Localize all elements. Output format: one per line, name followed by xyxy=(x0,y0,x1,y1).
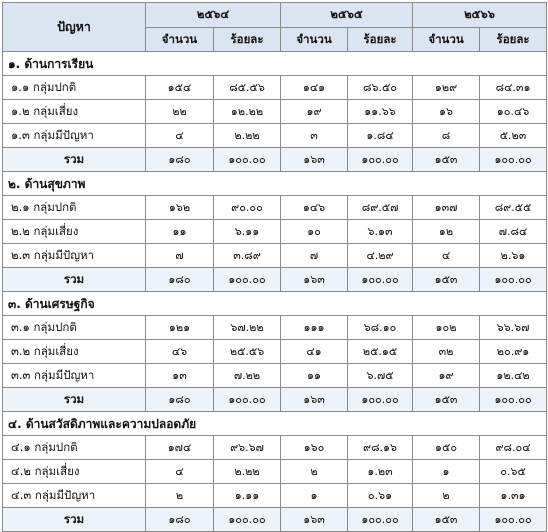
section-row xyxy=(3,292,547,316)
percent-cell: ๖.๑๑ xyxy=(214,220,281,244)
count-cell: ๑๓ xyxy=(146,364,214,388)
count-cell: ๔ xyxy=(146,124,214,148)
count-cell: ๗ xyxy=(281,244,348,268)
table-row xyxy=(3,124,547,148)
year-header: ๒๕๖๔ xyxy=(146,3,281,28)
percent-cell: ๙๘.๐๔ xyxy=(480,436,547,460)
count-cell: ๑๔๖ xyxy=(281,196,348,220)
count-cell: ๑๓๗ xyxy=(413,196,480,220)
table-row xyxy=(3,436,547,460)
percent-cell: ๖.๗๕ xyxy=(348,364,413,388)
row-label: ๓.๒ กลุ่มเสี่ยง xyxy=(3,340,146,364)
percent-cell: ๑๐๐.๐๐ xyxy=(480,268,547,292)
count-cell: ๔๖ xyxy=(146,340,214,364)
count-cell: ๑๖๓ xyxy=(281,388,348,412)
count-cell: ๑๖ xyxy=(413,100,480,124)
count-cell: ๑๕๔ xyxy=(146,76,214,100)
count-cell: ๔ xyxy=(146,460,214,484)
percent-cell: ๘๙.๕๕ xyxy=(480,196,547,220)
row-label: ๒.๑ กลุ่มปกติ xyxy=(3,196,146,220)
row-label: ๒.๓ กลุ่มมีปัญหา xyxy=(3,244,146,268)
section-title: ๔. ด้านสวัสดิภาพและความปลอดภัย xyxy=(3,412,547,436)
percent-cell: ๑.๑๑ xyxy=(214,484,281,508)
percent-cell: ๑๐๐.๐๐ xyxy=(214,508,281,532)
count-cell: ๑๖๓ xyxy=(281,508,348,532)
count-cell: ๓๒ xyxy=(413,340,480,364)
percent-cell: ๑๐๐.๐๐ xyxy=(348,148,413,172)
count-cell: ๑๕๐ xyxy=(413,436,480,460)
percent-cell: ๑๐๐.๐๐ xyxy=(214,388,281,412)
percent-cell: ๑.๓๑ xyxy=(480,484,547,508)
table-row xyxy=(3,316,547,340)
percent-cell: ๑๐๐.๐๐ xyxy=(348,508,413,532)
row-label: ๔.๒ กลุ่มเสี่ยง xyxy=(3,460,146,484)
count-cell: ๑ xyxy=(413,460,480,484)
percent-cell: ๕.๒๓ xyxy=(480,124,547,148)
row-label: ๓.๑ กลุ่มปกติ xyxy=(3,316,146,340)
percent-cell: ๓.๘๙ xyxy=(214,244,281,268)
count-cell: ๑๘๐ xyxy=(146,508,214,532)
row-label: ๑.๓ กลุ่มมีปัญหา xyxy=(3,124,146,148)
count-cell: ๑๖๓ xyxy=(281,148,348,172)
count-cell: ๑๘๐ xyxy=(146,388,214,412)
percent-cell: ๑๐๐.๐๐ xyxy=(214,268,281,292)
count-cell: ๑๕๓ xyxy=(413,388,480,412)
count-cell: ๑๐ xyxy=(281,220,348,244)
count-cell: ๑๗๔ xyxy=(146,436,214,460)
count-cell: ๒ xyxy=(413,484,480,508)
percent-cell: ๑๑.๖๖ xyxy=(348,100,413,124)
section-row xyxy=(3,172,547,196)
percent-cell: ๙๘.๑๖ xyxy=(348,436,413,460)
count-cell: ๒ xyxy=(146,484,214,508)
total-row xyxy=(3,388,547,412)
percent-cell: ๖.๑๓ xyxy=(348,220,413,244)
percent-cell: ๙๖.๖๗ xyxy=(214,436,281,460)
table-row xyxy=(3,220,547,244)
percent-header: ร้อยละ xyxy=(348,28,413,52)
row-label: ๓.๓ กลุ่มมีปัญหา xyxy=(3,364,146,388)
count-cell: ๑๖๒ xyxy=(146,196,214,220)
table-row xyxy=(3,364,547,388)
total-label: รวม xyxy=(3,388,146,412)
table-row xyxy=(3,484,547,508)
row-label: ๒.๒ กลุ่มเสี่ยง xyxy=(3,220,146,244)
count-cell: ๔๑ xyxy=(281,340,348,364)
percent-cell: ๒.๒๒ xyxy=(214,460,281,484)
problem-summary-table xyxy=(2,2,547,532)
percent-cell: ๐.๖๑ xyxy=(348,484,413,508)
table-body xyxy=(3,52,547,532)
count-header: จำนวน xyxy=(146,28,214,52)
percent-cell: ๗.๘๔ xyxy=(480,220,547,244)
percent-cell: ๔.๒๙ xyxy=(348,244,413,268)
count-cell: ๑๔๑ xyxy=(281,76,348,100)
percent-cell: ๒.๒๒ xyxy=(214,124,281,148)
percent-cell: ๖๘.๑๐ xyxy=(348,316,413,340)
count-cell: ๑๒๑ xyxy=(146,316,214,340)
percent-header: ร้อยละ xyxy=(480,28,547,52)
count-cell: ๒๒ xyxy=(146,100,214,124)
count-header: จำนวน xyxy=(413,28,480,52)
percent-cell: ๑๐๐.๐๐ xyxy=(348,388,413,412)
percent-cell: ๑๐.๔๖ xyxy=(480,100,547,124)
count-cell: ๓ xyxy=(281,124,348,148)
count-cell: ๑๑ xyxy=(281,364,348,388)
count-cell: ๑ xyxy=(281,484,348,508)
percent-cell: ๑๒.๒๒ xyxy=(214,100,281,124)
count-cell: ๑๑๑ xyxy=(281,316,348,340)
topic-header: ปัญหา xyxy=(3,3,146,52)
percent-cell: ๑.๘๔ xyxy=(348,124,413,148)
table-row xyxy=(3,196,547,220)
percent-cell: ๑๐๐.๐๐ xyxy=(480,388,547,412)
year-header: ๒๕๖๕ xyxy=(281,3,413,28)
count-header: จำนวน xyxy=(281,28,348,52)
table-row xyxy=(3,76,547,100)
count-cell: ๑๙ xyxy=(281,100,348,124)
count-cell: ๑๐๒ xyxy=(413,316,480,340)
percent-cell: ๐.๖๕ xyxy=(480,460,547,484)
percent-cell: ๘๖.๕๐ xyxy=(348,76,413,100)
row-label: ๑.๒ กลุ่มเสี่ยง xyxy=(3,100,146,124)
table-header xyxy=(3,3,547,52)
percent-cell: ๒๕.๑๕ xyxy=(348,340,413,364)
section-row xyxy=(3,52,547,76)
count-cell: ๑๖๓ xyxy=(281,268,348,292)
total-label: รวม xyxy=(3,268,146,292)
section-title: ๑. ด้านการเรียน xyxy=(3,52,547,76)
percent-cell: ๑๐๐.๐๐ xyxy=(480,148,547,172)
count-cell: ๔ xyxy=(413,244,480,268)
section-title: ๓. ด้านเศรษฐกิจ xyxy=(3,292,547,316)
percent-cell: ๒๕.๕๖ xyxy=(214,340,281,364)
count-cell: ๑๙ xyxy=(413,364,480,388)
percent-cell: ๑๒.๔๒ xyxy=(480,364,547,388)
count-cell: ๑๒๙ xyxy=(413,76,480,100)
year-header: ๒๕๖๖ xyxy=(413,3,547,28)
row-label: ๔.๓ กลุ่มมีปัญหา xyxy=(3,484,146,508)
percent-cell: ๖๗.๒๒ xyxy=(214,316,281,340)
total-row xyxy=(3,148,547,172)
percent-cell: ๑.๒๓ xyxy=(348,460,413,484)
count-cell: ๑๑ xyxy=(146,220,214,244)
total-row xyxy=(3,268,547,292)
percent-cell: ๘๕.๕๖ xyxy=(214,76,281,100)
percent-cell: ๑๐๐.๐๐ xyxy=(480,508,547,532)
table-row xyxy=(3,244,547,268)
percent-header: ร้อยละ xyxy=(214,28,281,52)
count-cell: ๑๖๐ xyxy=(281,436,348,460)
percent-cell: ๑๐๐.๐๐ xyxy=(214,148,281,172)
total-label: รวม xyxy=(3,148,146,172)
percent-cell: ๘๙.๕๗ xyxy=(348,196,413,220)
row-label: ๑.๑ กลุ่มปกติ xyxy=(3,76,146,100)
section-row xyxy=(3,412,547,436)
count-cell: ๑๘๐ xyxy=(146,268,214,292)
count-cell: ๑๕๓ xyxy=(413,268,480,292)
count-cell: ๒ xyxy=(281,460,348,484)
total-row xyxy=(3,508,547,532)
section-title: ๒. ด้านสุขภาพ xyxy=(3,172,547,196)
percent-cell: ๑๐๐.๐๐ xyxy=(348,268,413,292)
count-cell: ๑๕๓ xyxy=(413,148,480,172)
table-row xyxy=(3,460,547,484)
count-cell: ๑๕๓ xyxy=(413,508,480,532)
count-cell: ๘ xyxy=(413,124,480,148)
table-row xyxy=(3,340,547,364)
percent-cell: ๒๐.๙๑ xyxy=(480,340,547,364)
table-row xyxy=(3,100,547,124)
count-cell: ๗ xyxy=(146,244,214,268)
count-cell: ๑๘๐ xyxy=(146,148,214,172)
total-label: รวม xyxy=(3,508,146,532)
row-label: ๔.๑ กลุ่มปกติ xyxy=(3,436,146,460)
percent-cell: ๙๐.๐๐ xyxy=(214,196,281,220)
count-cell: ๑๒ xyxy=(413,220,480,244)
percent-cell: ๗.๒๒ xyxy=(214,364,281,388)
percent-cell: ๖๖.๖๗ xyxy=(480,316,547,340)
percent-cell: ๒.๖๑ xyxy=(480,244,547,268)
percent-cell: ๘๔.๓๑ xyxy=(480,76,547,100)
